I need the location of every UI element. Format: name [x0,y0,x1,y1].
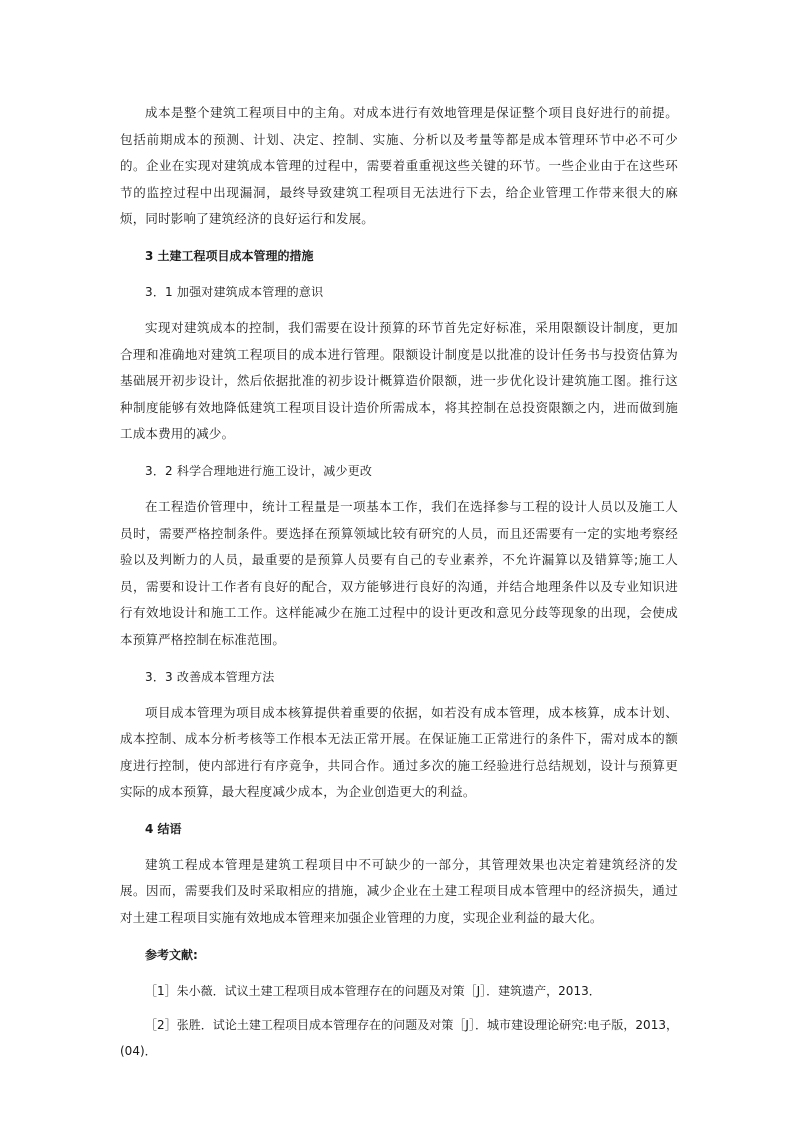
reference-item-2: ［2］张胜．试论土建工程项目成本管理存在的问题及对策［J］．城市建设理论研究:电子版，2013，(04)． [120,1017,678,1058]
paragraph-intro: 成本是整个建筑工程项目中的主角。对成本进行有效地管理是保证整个项目良好进行的前提。包括前期成本的预测、计划、决定、控制、实施、分析以及考量等都是成本管理环节中必不可少的。企业在实现对建筑成本管理的过程中，需要着重重视这些关键的环节。一些企业由于在这些环节的监控过程中出现漏洞，最终导致建筑工程项目无法进行下去，给企业管理工作带来很大的麻烦，同时影响了建筑经济的良好运行和发展。 [120,105,678,227]
section-heading-3: 3 土建工程项目成本管理的措施 [145,248,314,263]
subsection-heading-3-2: 3．2 科学合理地进行施工设计，减少更改 [145,463,373,478]
paragraph-3-1: 实现对建筑成本的控制，我们需要在设计预算的环节首先定好标准，采用限额设计制度，更加合理和准确地对建筑工程项目的成本进行管理。限额设计制度是以批准的设计任务书与投资估算为基础展开初步设计，然后依据批准的初步设计概算造价限额，进一步优化设计建筑施工图。推行这种制度能够有效地降低建筑工程项目设计造价所需成本，将其控制在总投资限额之内，进而做到施工成本费用的减少。 [120,319,678,442]
reference-item-1: ［1］朱小薇．试议土建工程项目成本管理存在的问题及对策［J］．建筑遗产，2013． [145,983,601,998]
references-title: 参考文献: [145,947,198,962]
paragraph-3-2: 在工程造价管理中，统计工程量是一项基本工作，我们在选择参与工程的设计人员以及施工人员时，需要严格控制条件。要选择在预算领域比较有研究的人员，而且还需要有一定的实地考察经验以及判断力的人员，最重要的是预算人员要有自己的专业素养，不允许漏算以及错算等;施工人员，需要和设计工作者有良好的配合，双方能够进行良好的沟通，并结合地理条件以及专业知识进行有效地设计和施工工作。这样能减少在施工过程中的设计更改和意见分歧等现象的出现，会使成本预算严格控制在标准范围。 [120,498,678,647]
paragraph-3-3: 项目成本管理为项目成本核算提供着重要的依据，如若没有成本管理，成本核算，成本计划、成本控制、成本分析考核等工作根本无法正常开展。在保证施工正常进行的条件下，需对成本的额度进行控制，使内部进行有序竟争，共同合作。通过多次的施工经验进行总结规划，设计与预算更实际的成本预算，最大程度减少成本，为企业创造更大的利益。 [120,704,678,800]
section-heading-4: 4 结语 [145,821,182,836]
paragraph-conclusion: 建筑工程成本管理是建筑工程项目中不可缺少的一部分，其管理效果也决定着建筑经济的发展。因而，需要我们及时采取相应的措施，减少企业在土建工程项目成本管理中的经济损失，通过对土建工程项目实施有效地成本管理来加强企业管理的力度，实现企业利益的最大化。 [120,856,678,926]
subsection-heading-3-1: 3．1 加强对建筑成本管理的意识 [145,284,324,299]
subsection-heading-3-3: 3．3 改善成本管理方法 [145,669,275,684]
document-body [120,100,678,1072]
